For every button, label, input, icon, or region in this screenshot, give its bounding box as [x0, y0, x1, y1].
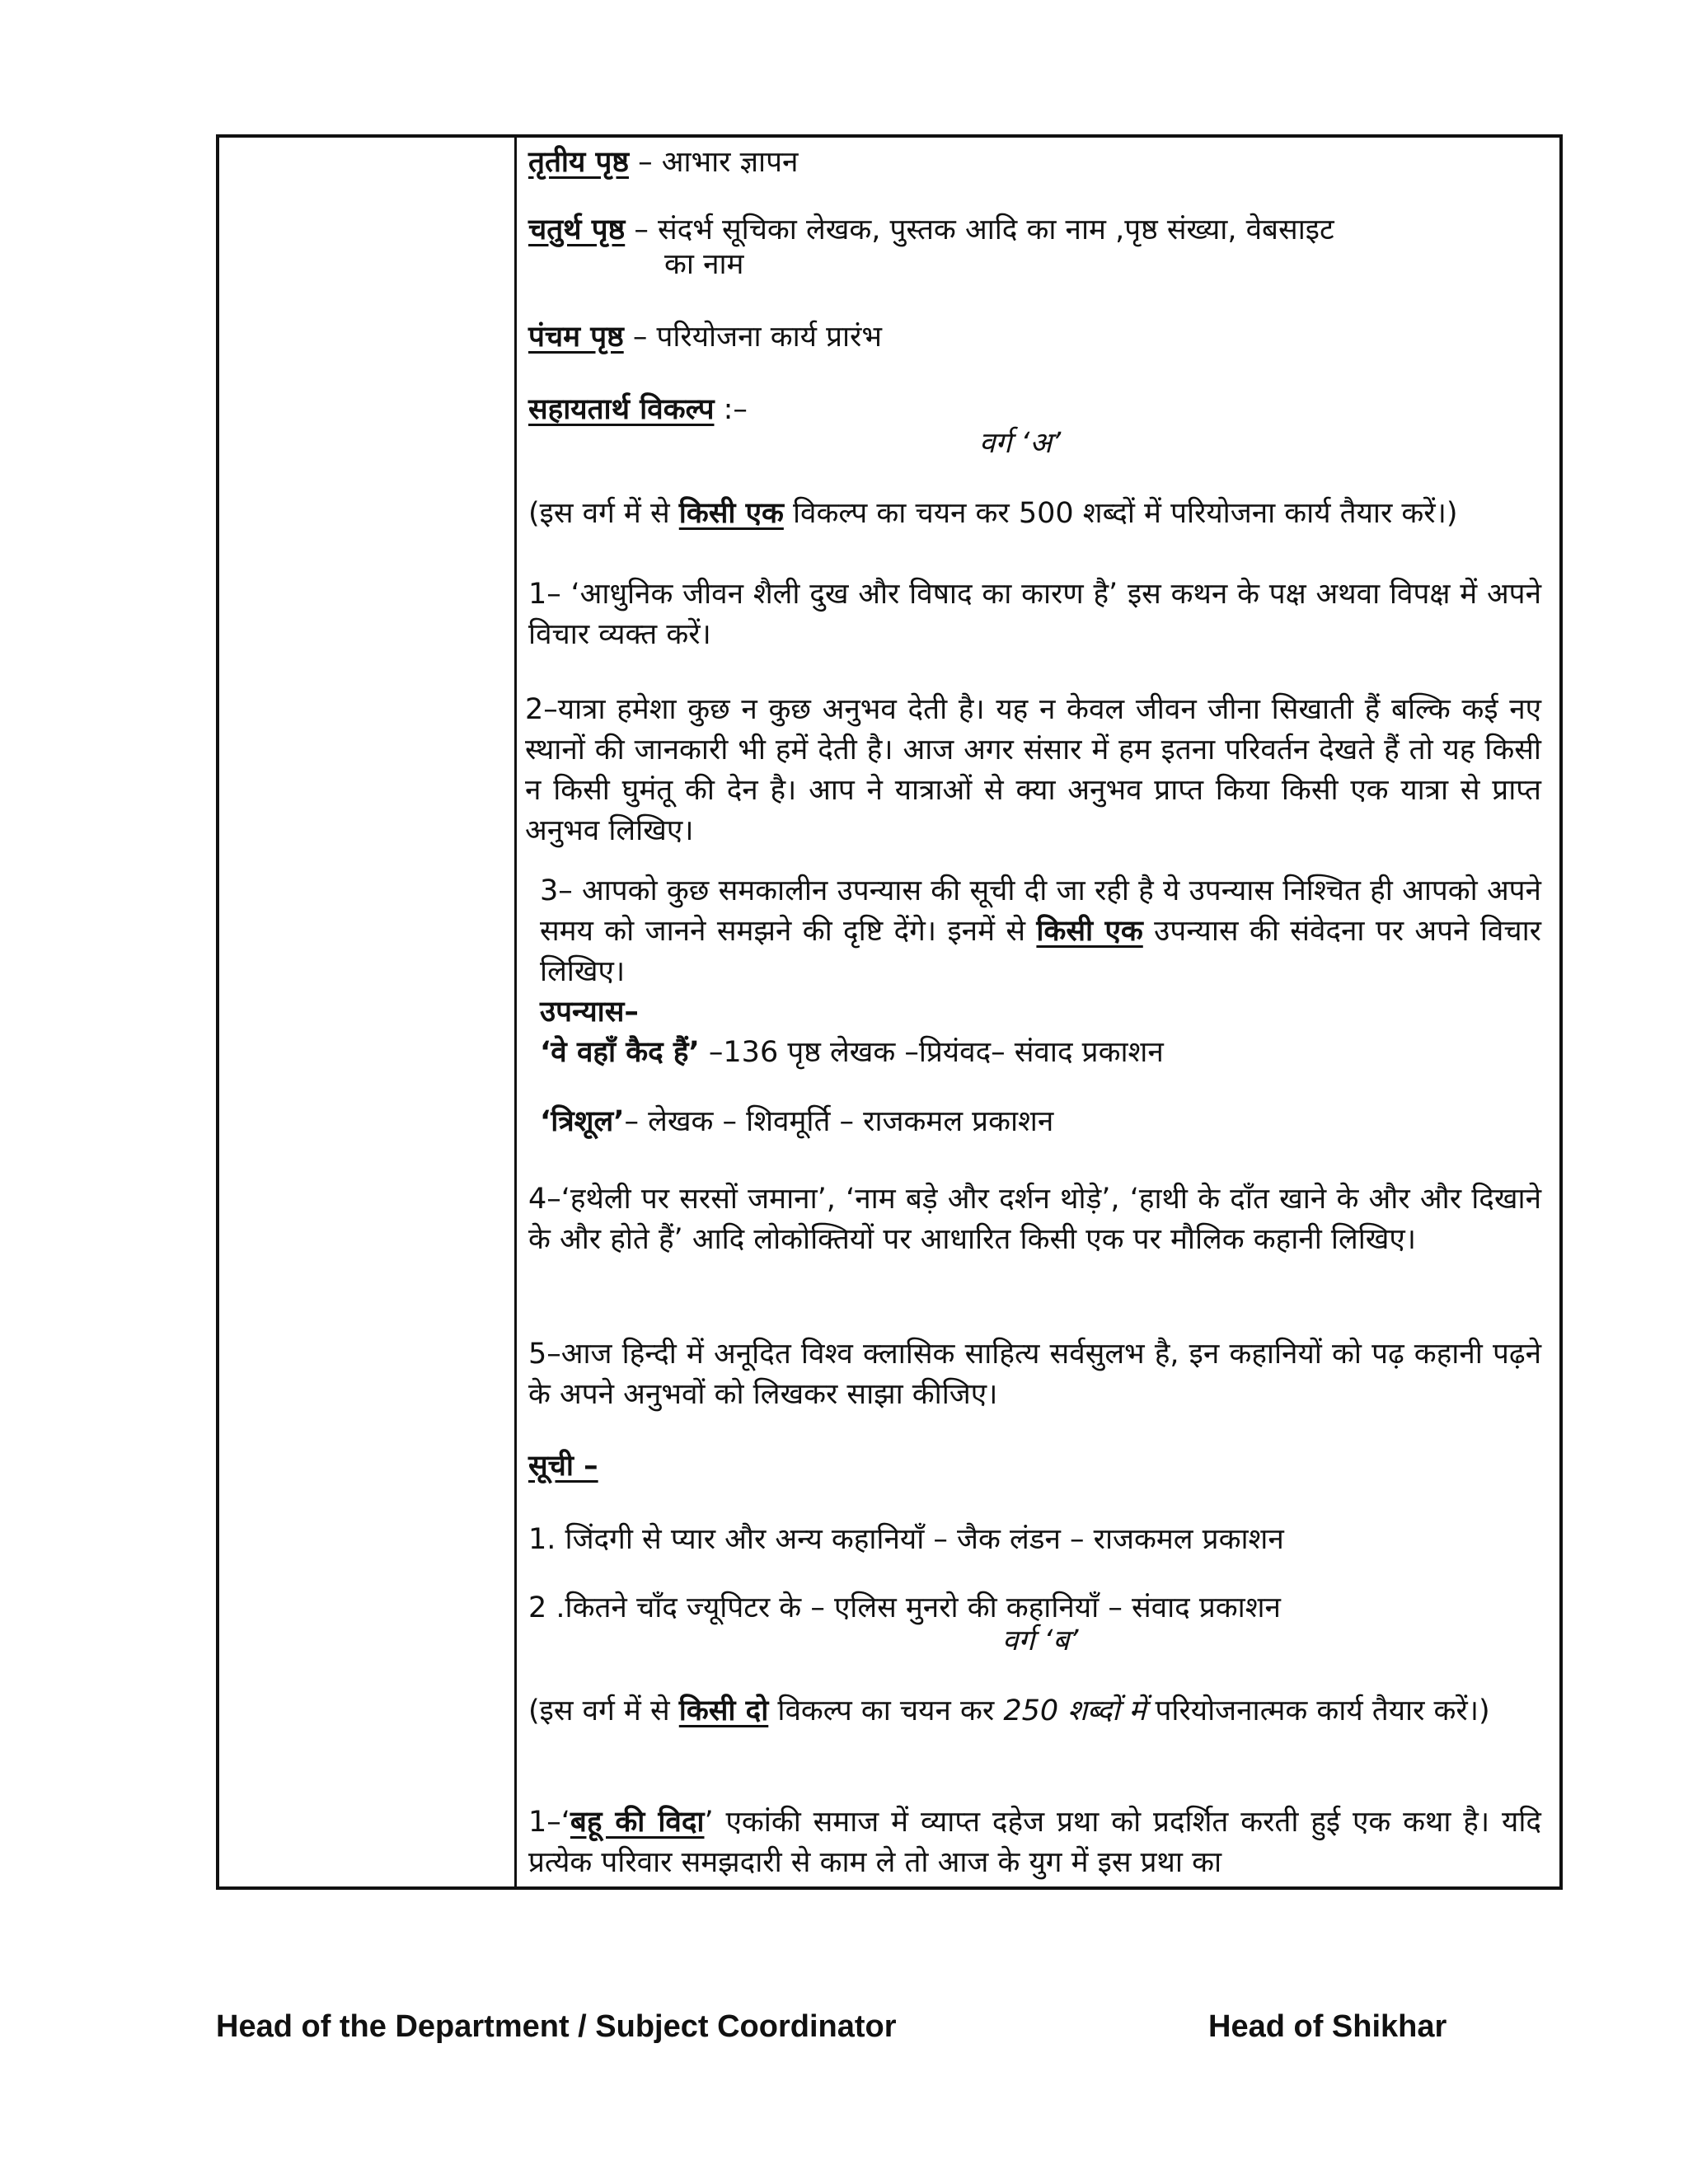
- group-a-q5: 5–आज हिन्दी में अनूदित विश्व क्लासिक साहित्य सर्वसुलभ है, इन कहानियों को पढ़ कहानी पढ़ने के अपने अनुभवों को लिखकर साझा कीजिए।: [528, 1338, 1541, 1411]
- content-cell: [525, 138, 1541, 1886]
- novel-2: ‘त्रिशूल’– लेखक – शिवमूर्ति – राजकमल प्रकाशन: [540, 1105, 1054, 1138]
- page3-text: आभार ज्ञापन: [661, 146, 799, 179]
- footer-left-signature: Head of the Department / Subject Coordinator: [216, 2009, 897, 2044]
- page4-line2: का नाम: [664, 248, 744, 281]
- list-item-2: 2 .कितने चाँद ज्यूपिटर के – एलिस मुनरो की कहानियाँ – संवाद प्रकाशन: [528, 1591, 1281, 1624]
- novel-1-title: ‘वे वहाँ कैद हैं’: [540, 1036, 700, 1069]
- group-a-title: वर्ग ‘अ’: [979, 427, 1062, 460]
- page3-label: तृतीय पृष्ठ: [528, 146, 629, 179]
- novel-1: ‘वे वहाँ कैद हैं’ –136 पृष्ठ लेखक –प्रियंवद– संवाद प्रकाशन: [540, 1036, 1164, 1069]
- group-a-intro: (इस वर्ग में से किसी एक विकल्प का चयन कर 500 शब्दों में परियोजना कार्य तैयार करें।): [528, 497, 1458, 530]
- novels-heading: उपन्यास–: [540, 996, 639, 1029]
- footer-right-signature: Head of Shikhar: [1208, 2009, 1447, 2044]
- content-table: [216, 134, 1563, 1890]
- page5-text: परियोजना कार्य प्रारंभ: [656, 321, 882, 354]
- group-a-q3: 3– आपको कुछ समकालीन उपन्यास की सूची दी जा रही है ये उपन्यास निश्चित ही आपको अपने समय को जानने समझने की दृष्टि देंगे। इनमें से किसी एक उपन्यास की संवेदना पर अपने विचार लिखिए।: [540, 874, 1541, 988]
- page4-line: चतुर्थ पृष्ठ – संदर्भ सूचिका लेखक, पुस्तक आदि का नाम ,पृष्ठ संख्या, वेबसाइट: [528, 213, 1334, 246]
- column-divider: [514, 138, 517, 1886]
- page4-label: चतुर्थ पृष्ठ: [528, 213, 626, 246]
- list-item-1: 1. जिंदगी से प्यार और अन्य कहानियाँ – जैक लंडन – राजकमल प्रकाशन: [528, 1523, 1284, 1556]
- list-heading: सूची –: [528, 1450, 598, 1483]
- page4-text: संदर्भ सूचिका लेखक, पुस्तक आदि का नाम ,पृष्ठ संख्या, वेबसाइट: [658, 213, 1334, 246]
- novel-2-title: ‘त्रिशूल’: [540, 1105, 625, 1138]
- page3-line: तृतीय पृष्ठ – आभार ज्ञापन: [528, 146, 799, 179]
- options-heading: सहायतार्थ विकल्प :–: [528, 393, 748, 426]
- group-a-q4: 4–‘हथेली पर सरसों जमाना’, ‘नाम बड़े और दर्शन थोड़े’, ‘हाथी के दाँत खाने के और और दिखाने के और होते हैं’ आदि लोकोक्तियों पर आधारित किसी एक पर मौलिक कहानी लिखिए।: [528, 1183, 1541, 1256]
- page5-label: पंचम पृष्ठ: [528, 321, 624, 354]
- group-a-q2: 2–यात्रा हमेशा कुछ न कुछ अनुभव देती है। यह न केवल जीवन जीना सिखाती हैं बल्कि कई नए स्थानों की जानकारी भी हमें देती है। आज अगर संसार में हम इतना परिवर्तन देखते हैं तो यह किसी न किसी घुमंतू की देन है। आप ने यात्राओं से क्या अनुभव प्राप्त किया किसी एक यात्रा से प्राप्त अनुभव लिखिए।: [525, 693, 1541, 847]
- group-a-q1: 1– ‘आधुनिक जीवन शैली दुख और विषाद का कारण है’ इस कथन के पक्ष अथवा विपक्ष में अपने विचार व्यक्त करें।: [528, 578, 1541, 651]
- group-b-q1: 1–‘बहू की विदा’ एकांकी समाज में व्याप्त दहेज प्रथा को प्रदर्शित करती हुई एक कथा है। यदि प्रत्येक परिवार समझदारी से काम ले तो आज के युग में इस प्रथा का: [528, 1806, 1541, 1879]
- group-b-title: वर्ग ‘ब’: [1002, 1624, 1079, 1657]
- page5-line: पंचम पृष्ठ – परियोजना कार्य प्रारंभ: [528, 321, 882, 354]
- group-b-intro: (इस वर्ग में से किसी दो विकल्प का चयन कर 250 शब्दों में परियोजनात्मक कार्य तैयार करें।): [528, 1694, 1490, 1727]
